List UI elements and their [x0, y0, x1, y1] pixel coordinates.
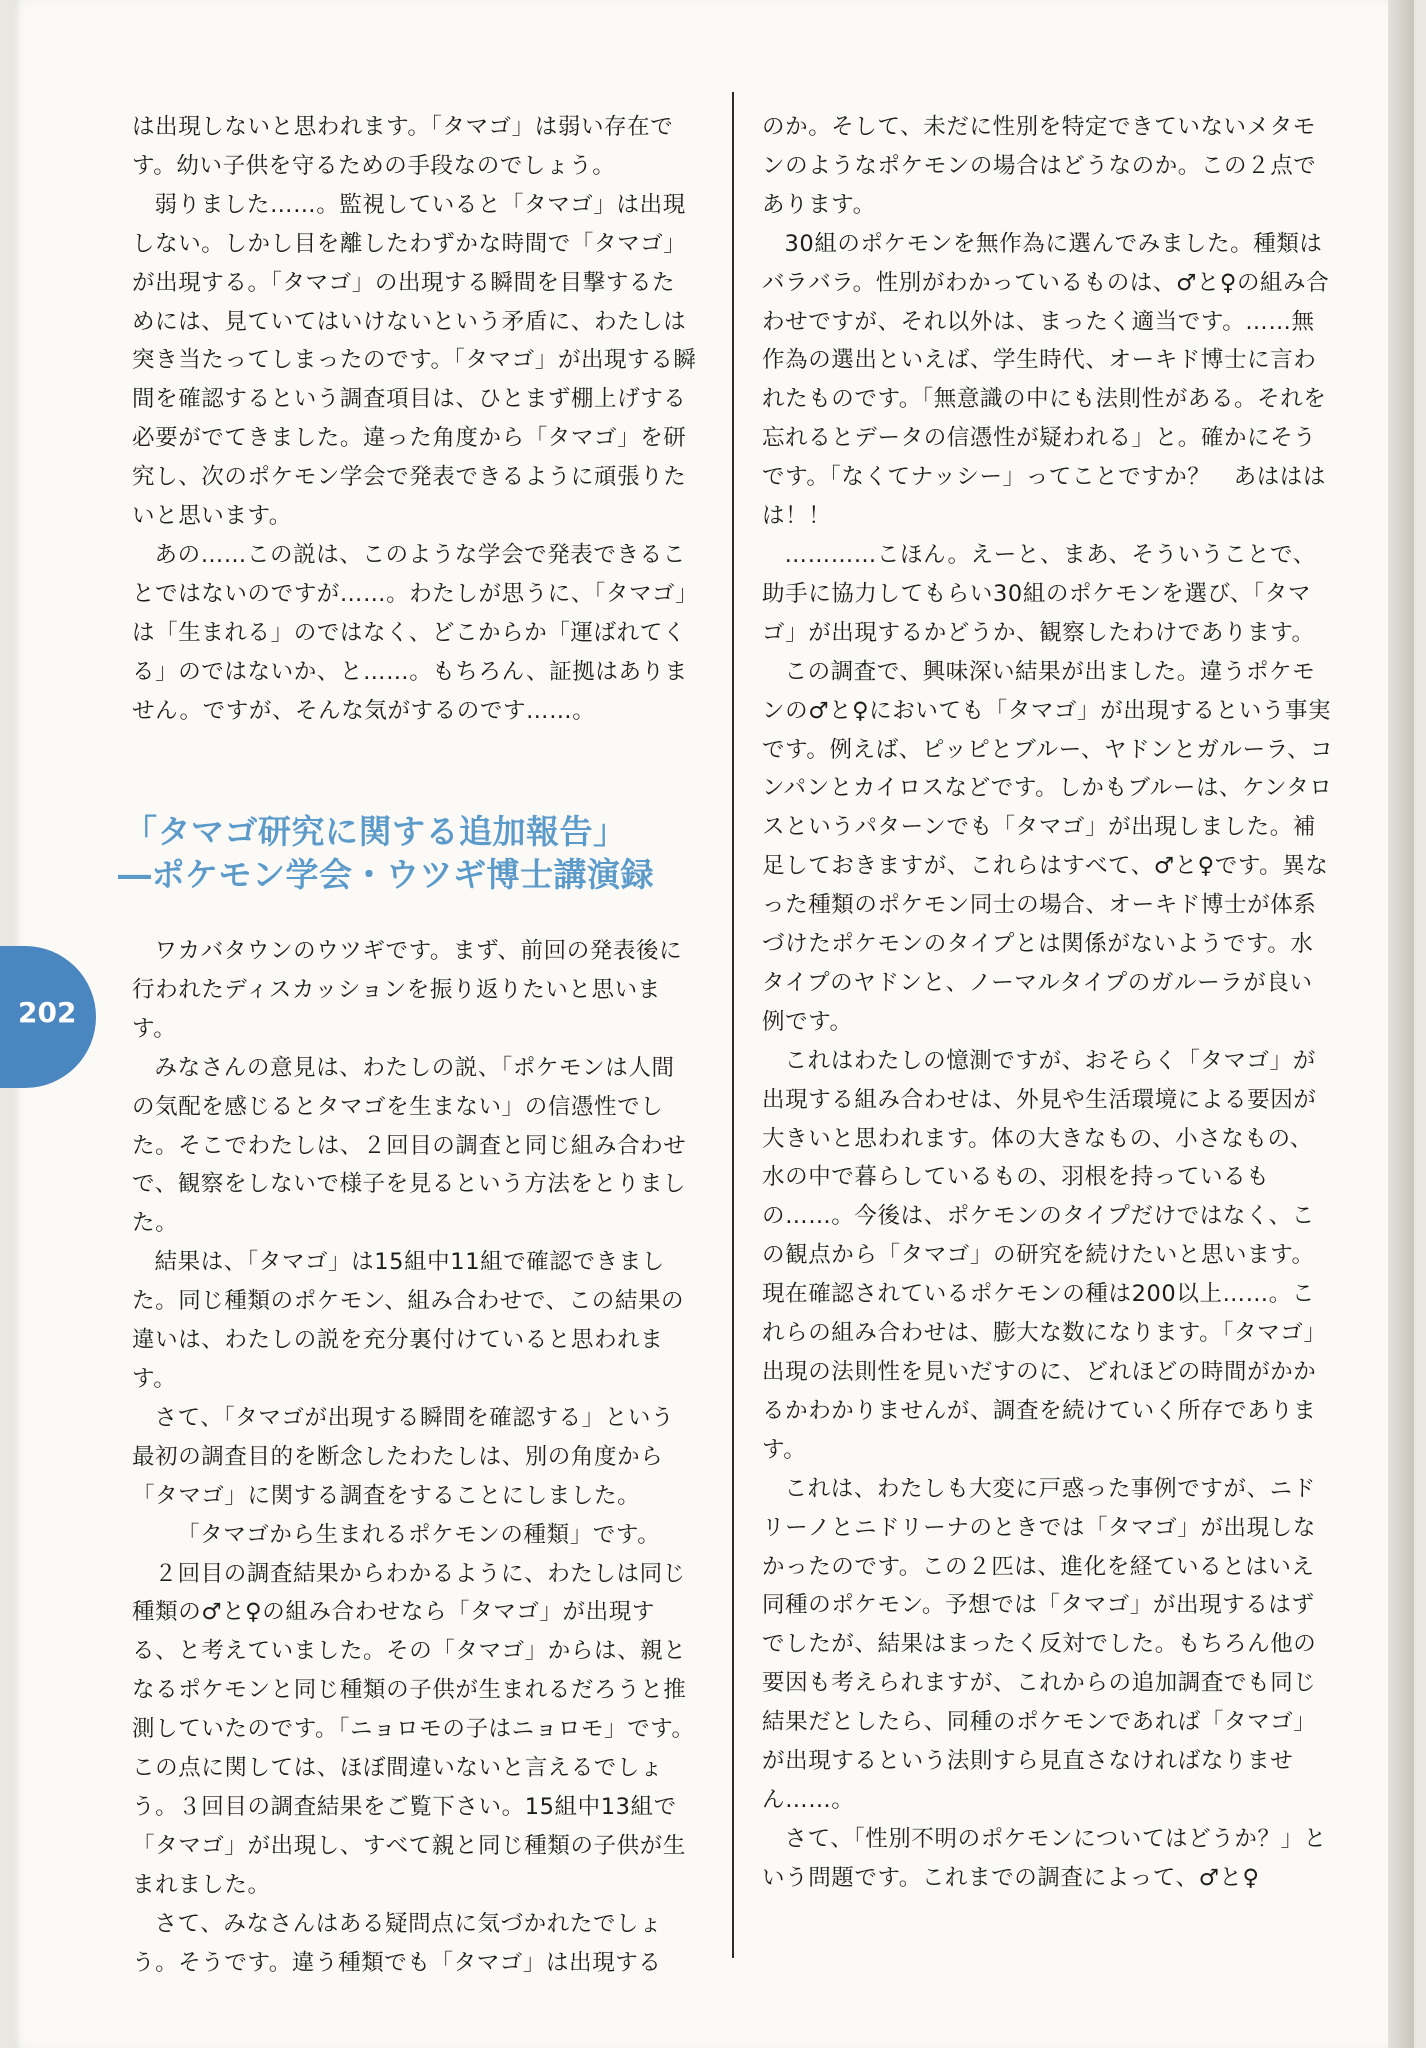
book-page: [14, 0, 1414, 2048]
paragraph: ２回目の調査結果からわかるように、わたしは同じ種類の♂と♀の組み合わせなら「タマゴ」が出現する、と考えていました。その「タマゴ」からは、親となるポケモンと同じ種類の子供が生まれるだろうと推測していたのです。「ニョロモの子はニョロモ」です。この点に関しては、ほぼ間違いないと言えるでしょう。３回目の調査結果をご覧下さい。15組中13組で「タマゴ」が出現し、すべて親と同じ種類の子供が生まれました。: [132, 1560, 695, 1898]
right-column: [762, 108, 1334, 1898]
paragraph: さて、「性別不明のポケモンについてはどうか？」という問題です。これまでの調査によって、♂と♀: [762, 1825, 1327, 1891]
left-column-bottom: [132, 932, 697, 1982]
paragraph: さて、みなさんはある疑問点に気づかれたでしょう。そうです。違う種類でも「タマゴ」は出現する: [132, 1910, 663, 1976]
paragraph: 弱りました……。監視していると「タマゴ」は出現しない。しかし目を離したわずかな時間で「タマゴ」が出現する。「タマゴ」の出現する瞬間を目撃するためには、見ていてはいけないという矛盾に、わたしは突き当たってしまったのです。「タマゴ」が出現する瞬間を確認するという調査項目は、ひとまず棚上げする必要がでてきました。違った角度から「タマゴ」を研究し、次のポケモン学会で発表できるように頑張りたいと思います。: [132, 191, 697, 530]
section-heading: [118, 810, 714, 896]
page-gutter-shadow: [1388, 0, 1414, 2048]
paragraph: 結果は、「タマゴ」は15組中11組で確認できました。同じ種類のポケモン、組み合わせで、この結果の違いは、わたしの説を充分裏付けていると思われます。: [132, 1249, 685, 1392]
left-column-top: [132, 108, 697, 731]
paragraph: さて、「タマゴが出現する瞬間を確認する」という最初の調査目的を断念したわたしは、別の角度から「タマゴ」に関する調査をすることにしました。: [132, 1404, 675, 1509]
paragraph: これは、わたしも大変に戸惑った事例ですが、ニドリーノとニドリーナのときでは「タマゴ」が出現しなかったのです。この２匹は、進化を経ているとはいえ同種のポケモン。予想では「タマゴ」が出現するはずでしたが、結果はまったく反対でした。もちろん他の要因も考えられますが、これからの追加調査でも同じ結果だとしたら、同種のポケモンであれば「タマゴ」が出現するという法則すら見直さなければなりません……。: [762, 1475, 1317, 1813]
section-heading-line2: ―ポケモン学会・ウツギ博士講演録: [118, 855, 654, 894]
paragraph: みなさんの意見は、わたしの説、「ポケモンは人間の気配を感じるとタマゴを生まない」の信憑性でした。そこでわたしは、２回目の調査と同じ組み合わせで、観察をしないで様子を見るという方法をとりました。: [132, 1054, 687, 1237]
section-heading-line1: 「タマゴ研究に関する追加報告」: [124, 812, 627, 851]
paragraph: この調査で、興味深い結果が出ました。違うポケモンの♂と♀においても「タマゴ」が出現するという事実です。例えば、ピッピとブルー、ヤドンとガルーラ、コンパンとカイロスなどです。しかもブルーは、ケンタロスというパターンでも「タマゴ」が出現しました。補足しておきますが、これらはすべて、♂と♀です。異なった種類のポケモン同士の場合、オーキド博士が体系づけたポケモンのタイプとは関係がないようです。水タイプのヤドンと、ノーマルタイプのガルーラが良い例です。: [762, 658, 1334, 1035]
column-divider: [732, 92, 734, 1958]
paragraph: ワカバタウンのウツギです。まず、前回の発表後に行われたディスカッションを振り返りたいと思います。: [132, 938, 683, 1042]
paragraph: あの……この説は、このような学会で発表できることではないのですが……。わたしが思うに、「タマゴ」は「生まれる」のではなく、どこからか「運ばれてくる」のではないか、と……。もちろん、証拠はありません。ですが、そんな気がするのです……。: [132, 541, 688, 724]
page-number: 202: [18, 996, 77, 1029]
paragraph: これはわたしの憶測ですが、おそらく「タマゴ」が出現する組み合わせは、外見や生活環境による要因が大きいと思われます。体の大きなもの、小さなもの、水の中で暮らしているもの、羽根を持っているもの……。今後は、ポケモンのタイプだけではなく、この観点から「タマゴ」の研究を続けたいと思います。現在確認されているポケモンの種は200以上……。これらの組み合わせは、膨大な数になります。「タマゴ」出現の法則性を見いだすのに、どれほどの時間がかかるかわかりませんが、調査を続けていく所存であります。: [762, 1047, 1327, 1463]
paragraph: のか。そして、未だに性別を特定できていないメタモンのようなポケモンの場合はどうなのか。この２点であります。: [762, 114, 1317, 218]
paragraph: 「タマゴから生まれるポケモンの種類」です。: [177, 1521, 661, 1548]
paragraph: は出現しないと思われます。「タマゴ」は弱い存在です。幼い子供を守るための手段なのでしょう。: [132, 114, 674, 179]
paragraph: 30組のポケモンを無作為に選んでみました。種類はバラバラ。性別がわかっているものは、♂と♀の組み合わせですが、それ以外は、まったく適当です。……無作為の選出といえば、学生時代、オーキド博士に言われたものです。「無意識の中にも法則性がある。それを忘れるとデータの信憑性が疑われる」と。確かにそうです。「なくてナッシー」ってことですか？ あはははは！！: [762, 230, 1330, 530]
paragraph: …………こほん。えーと、まあ、そういうことで、助手に協力してもらい30組のポケモンを選び、「タマゴ」が出現するかどうか、観察したわけであります。: [762, 541, 1316, 646]
